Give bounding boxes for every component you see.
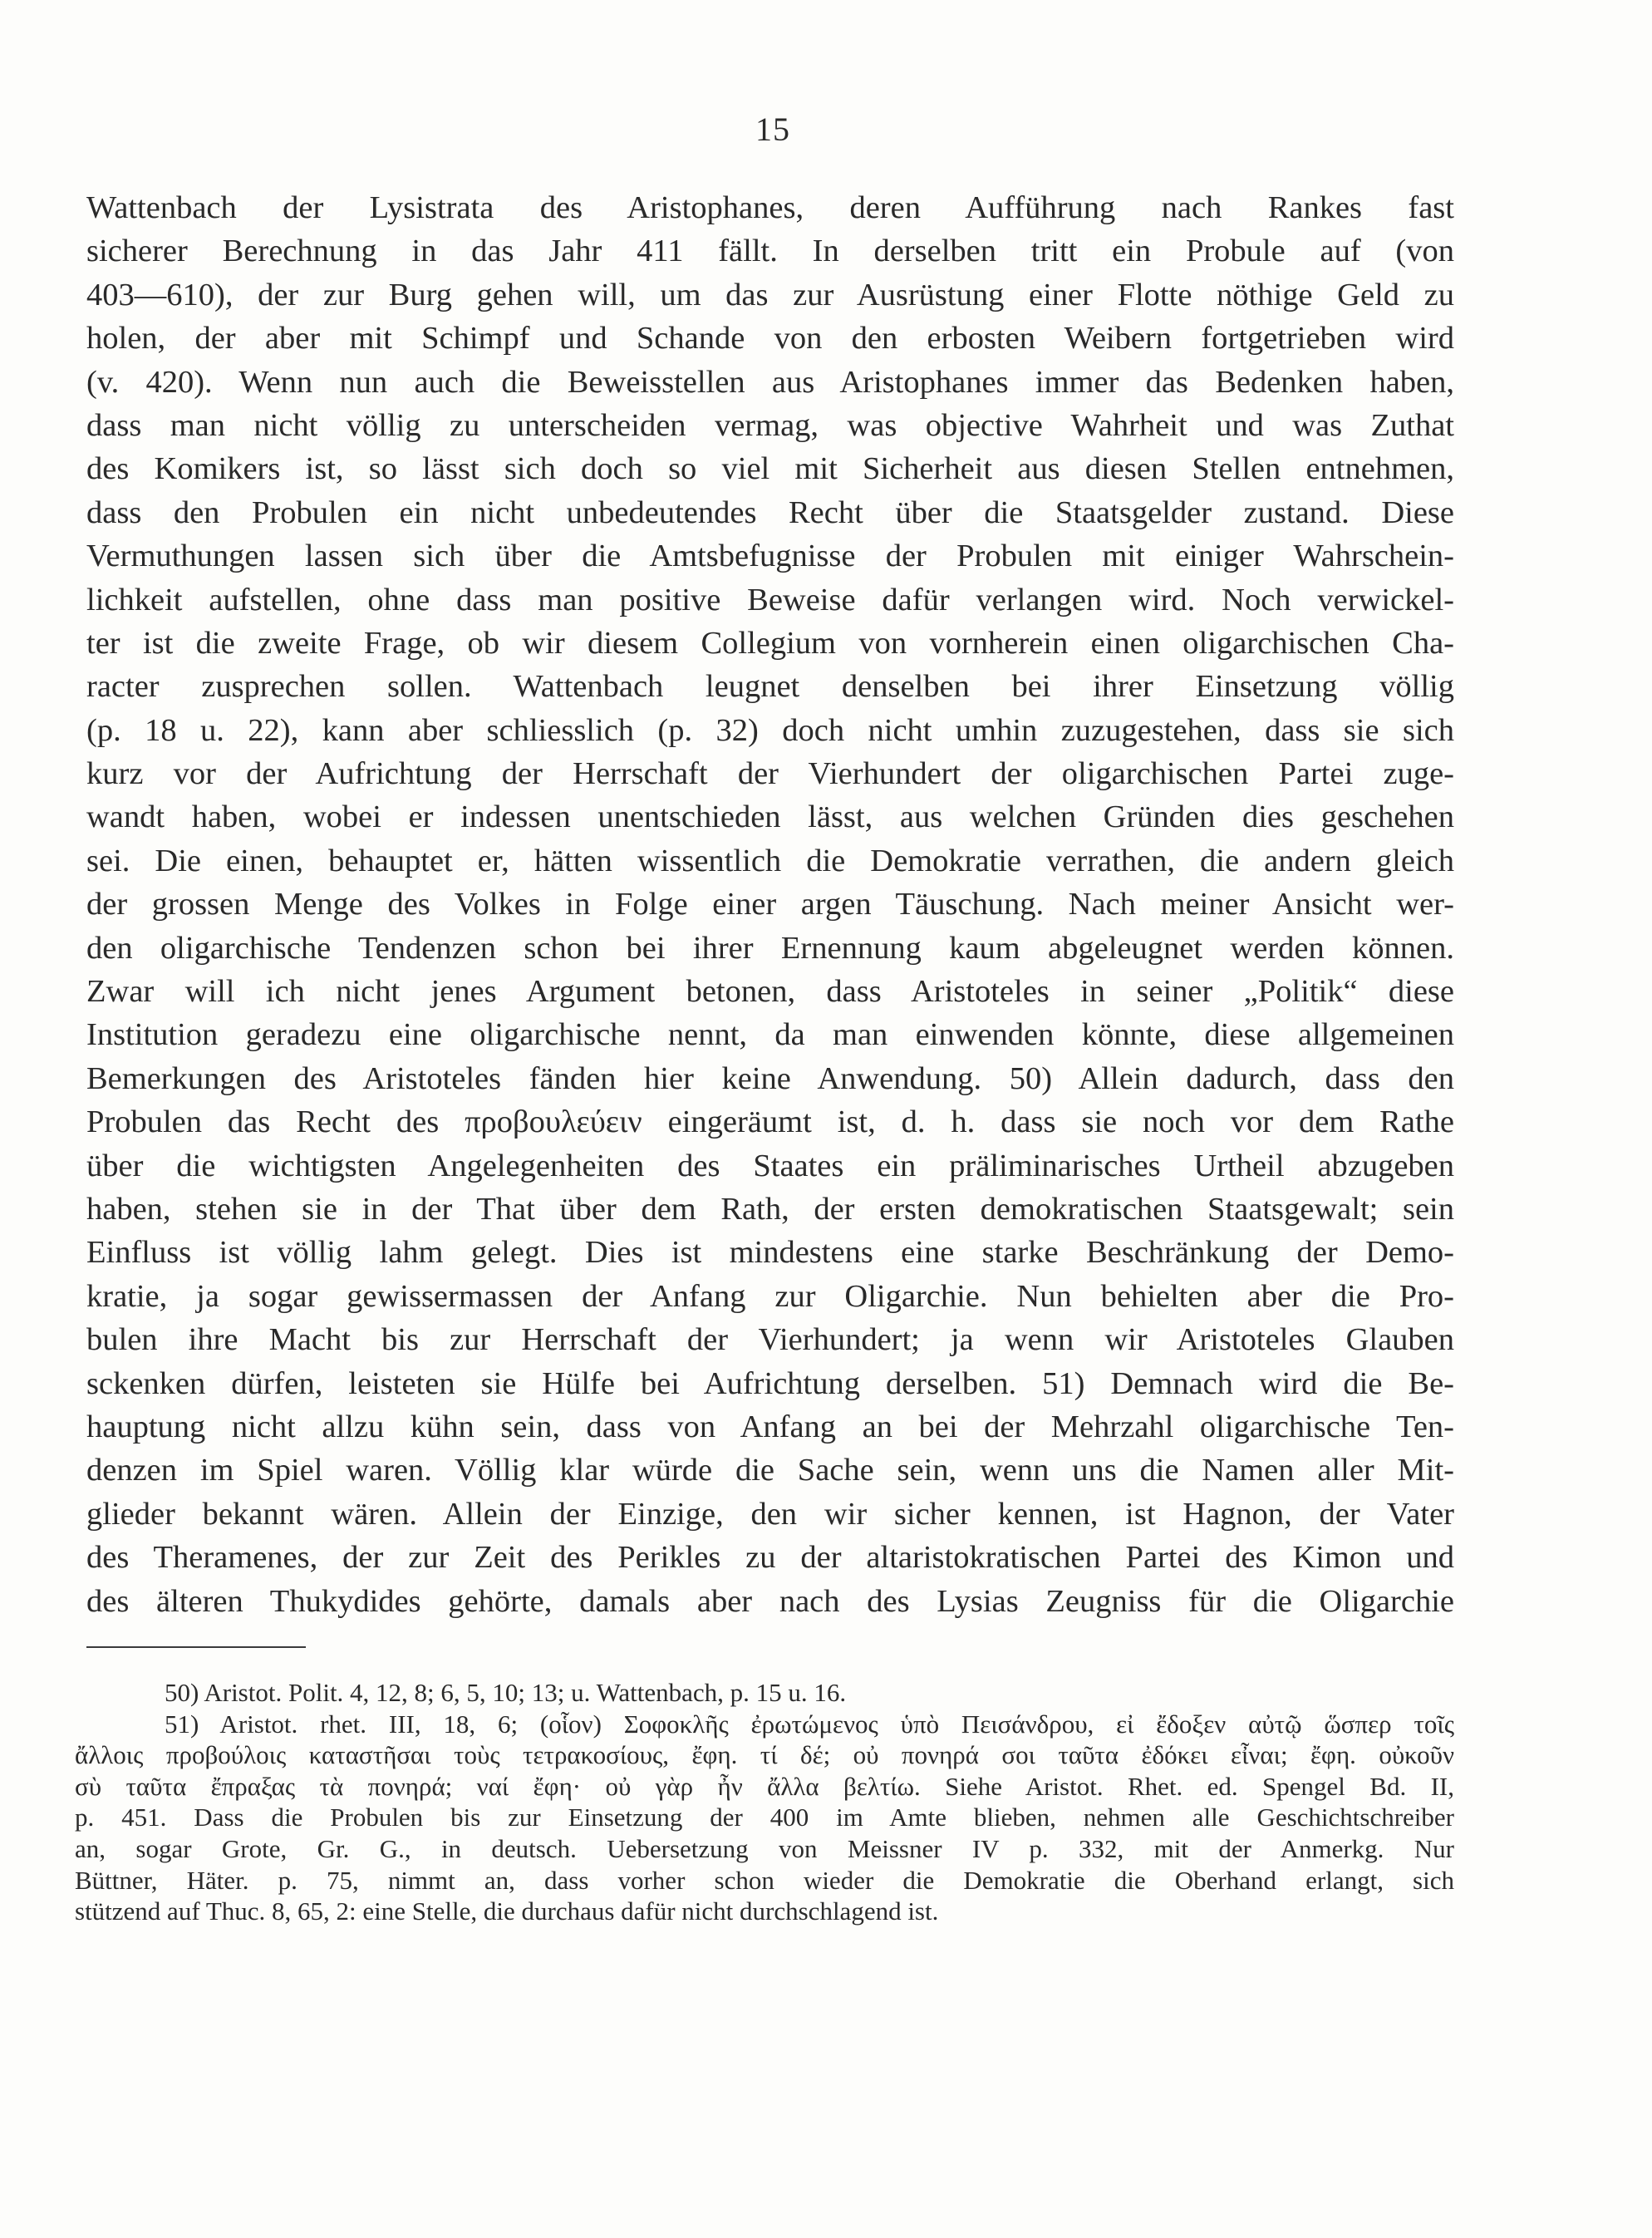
text-line: bulen ihre Macht bis zur Herrschaft der Vierhundert; ja wenn wir Aristoteles Glauben bbox=[86, 1322, 1454, 1358]
text-line: des älteren Thukydides gehörte, damals aber nach des Lysias Zeugniss für die Oligarchie bbox=[86, 1583, 1454, 1619]
text-line: dass den Probulen ein nicht unbedeutendes Recht über die Staatsgelder zustand. Diese bbox=[86, 494, 1454, 530]
text-line: glieder bekannt wären. Allein der Einzige, den wir sicher kennen, ist Hagnon, der Vater bbox=[86, 1496, 1454, 1532]
text-line: des Theramenes, der zur Zeit des Perikles zu der altaristokratischen Partei des Kimon und bbox=[86, 1540, 1454, 1576]
text-line: Institution geradezu eine oligarchische nennt, da man einwenden könnte, diese allgemeinen bbox=[86, 1017, 1454, 1053]
text-line: holen, der aber mit Schimpf und Schande von den erbosten Weibern fortgetrieben wird bbox=[86, 321, 1454, 357]
text-line: haben, stehen sie in der That über dem Rath, der ersten demokratischen Staatsgewalt; sein bbox=[86, 1191, 1454, 1227]
text-line: hauptung nicht allzu kühn sein, dass von Anfang an bei der Mehrzahl oligarchische Ten- bbox=[86, 1409, 1454, 1444]
text-line: der grossen Menge des Volkes in Folge einer argen Täuschung. Nach meiner Ansicht wer- bbox=[86, 887, 1454, 922]
text-line: 403—610), der zur Burg gehen will, um das zur Ausrüstung einer Flotte nöthige Geld zu bbox=[86, 277, 1454, 312]
text-line: (p. 18 u. 22), kann aber schliesslich (p. 32) doch nicht umhin zuzugestehen, dass sie sich bbox=[86, 712, 1454, 748]
text-line: denzen im Spiel waren. Völlig klar würde die Sache sein, wenn uns die Namen aller Mit- bbox=[86, 1453, 1454, 1488]
footnote-line: 50) Aristot. Polit. 4, 12, 8; 6, 5, 10; 13; u. Wattenbach, p. 15 u. 16. bbox=[165, 1678, 847, 1707]
text-line: Wattenbach der Lysistrata des Aristophanes, deren Aufführung nach Rankes fast bbox=[86, 190, 1454, 225]
footnote-line: ἄλλοις προβούλοις καταστῆσαι τοὺς τετρακοσίους, ἔφη. τί δέ; οὐ πονηρά σοι ταῦτα ἐδόκει εἶναι; ἔφη. οὐκοῦν bbox=[75, 1740, 1454, 1770]
text-line: (v. 420). Wenn nun auch die Beweisstellen aus Aristophanes immer das Bedenken haben, bbox=[86, 364, 1454, 400]
text-line: ter ist die zweite Frage, ob wir diesem Collegium von vornherein einen oligarchischen Cha- bbox=[86, 625, 1454, 661]
text-line: den oligarchische Tendenzen schon bei ihrer Ernennung kaum abgeleugnet werden können. bbox=[86, 930, 1454, 966]
text-line: dass man nicht völlig zu unterscheiden vermag, was objective Wahrheit und was Zuthat bbox=[86, 407, 1454, 443]
main-text bbox=[86, 186, 1454, 1623]
footnote-line: 51) Aristot. rhet. III, 18, 6; (οἷον) Σοφοκλῆς ἐρωτώμενος ὑπὸ Πεισάνδρου, εἰ ἔδοξεν αὐτῷ ὥσπερ τοῖς bbox=[165, 1709, 1454, 1739]
text-line: über die wichtigsten Angelegenheiten des Staates ein präliminarisches Urtheil abzugeben bbox=[86, 1148, 1454, 1183]
footnote-line: Büttner, Häter. p. 75, nimmt an, dass vorher schon wieder die Demokratie die Oberhand erlangt, sich bbox=[75, 1865, 1454, 1895]
footnote-line: σὺ ταῦτα ἔπραξας τὰ πονηρά; ναί ἔφη· οὐ γὰρ ἦν ἄλλα βελτίω. Siehe Aristot. Rhet. ed. Spengel Bd. II, bbox=[75, 1771, 1454, 1801]
text-line: sckenken dürfen, leisteten sie Hülfe bei Aufrichtung derselben. 51) Demnach wird die Be- bbox=[86, 1365, 1454, 1401]
text-line: kurz vor der Aufrichtung der Herrschaft der Vierhundert der oligarchischen Partei zuge- bbox=[86, 756, 1454, 792]
text-line: Einfluss ist völlig lahm gelegt. Dies ist mindestens eine starke Beschränkung der Demo- bbox=[86, 1235, 1454, 1271]
text-line: wandt haben, wobei er indessen unentschieden lässt, aus welchen Gründen dies geschehen bbox=[86, 799, 1454, 835]
text-line: Vermuthungen lassen sich über die Amtsbefugnisse der Probulen mit einiger Wahrschein- bbox=[86, 539, 1454, 574]
text-line: Probulen das Recht des προβουλεύειν eingeräumt ist, d. h. dass sie noch vor dem Rathe bbox=[86, 1104, 1454, 1140]
text-line: des Komikers ist, so lässt sich doch so viel mit Sicherheit aus diesen Stellen entnehmen, bbox=[86, 451, 1454, 487]
footnotes bbox=[75, 1677, 1454, 1927]
text-line: Zwar will ich nicht jenes Argument betonen, dass Aristoteles in seiner „Politik“ diese bbox=[86, 974, 1454, 1010]
footnote-line: p. 451. Dass die Probulen bis zur Einsetzung der 400 im Amte blieben, nehmen alle Geschichtschreiber bbox=[75, 1803, 1454, 1832]
text-line: kratie, ja sogar gewissermassen der Anfang zur Oligarchie. Nun behielten aber die Pro- bbox=[86, 1278, 1454, 1314]
footnote-line: an, sogar Grote, Gr. G., in deutsch. Uebersetzung von Meissner IV p. 332, mit der Anmerkg. Nur bbox=[75, 1833, 1454, 1863]
page-number: 15 bbox=[755, 111, 790, 148]
text-line: sei. Die einen, behauptet er, hätten wissentlich die Demokratie verrathen, die andern gleich bbox=[86, 843, 1454, 878]
text-line: racter zusprechen sollen. Wattenbach leugnet denselben bei ihrer Einsetzung völlig bbox=[86, 669, 1454, 705]
text-line: lichkeit aufstellen, ohne dass man positive Beweise dafür verlangen wird. Noch verwickel- bbox=[86, 582, 1454, 617]
footnote-line: stützend auf Thuc. 8, 65, 2: eine Stelle, die durchaus dafür nicht durchschlagend ist. bbox=[75, 1896, 939, 1926]
footnote-divider bbox=[86, 1646, 306, 1648]
text-line: sicherer Berechnung in das Jahr 411 fällt. In derselben tritt ein Probule auf (von bbox=[86, 234, 1454, 269]
text-line: Bemerkungen des Aristoteles fänden hier keine Anwendung. 50) Allein dadurch, dass den bbox=[86, 1060, 1454, 1096]
